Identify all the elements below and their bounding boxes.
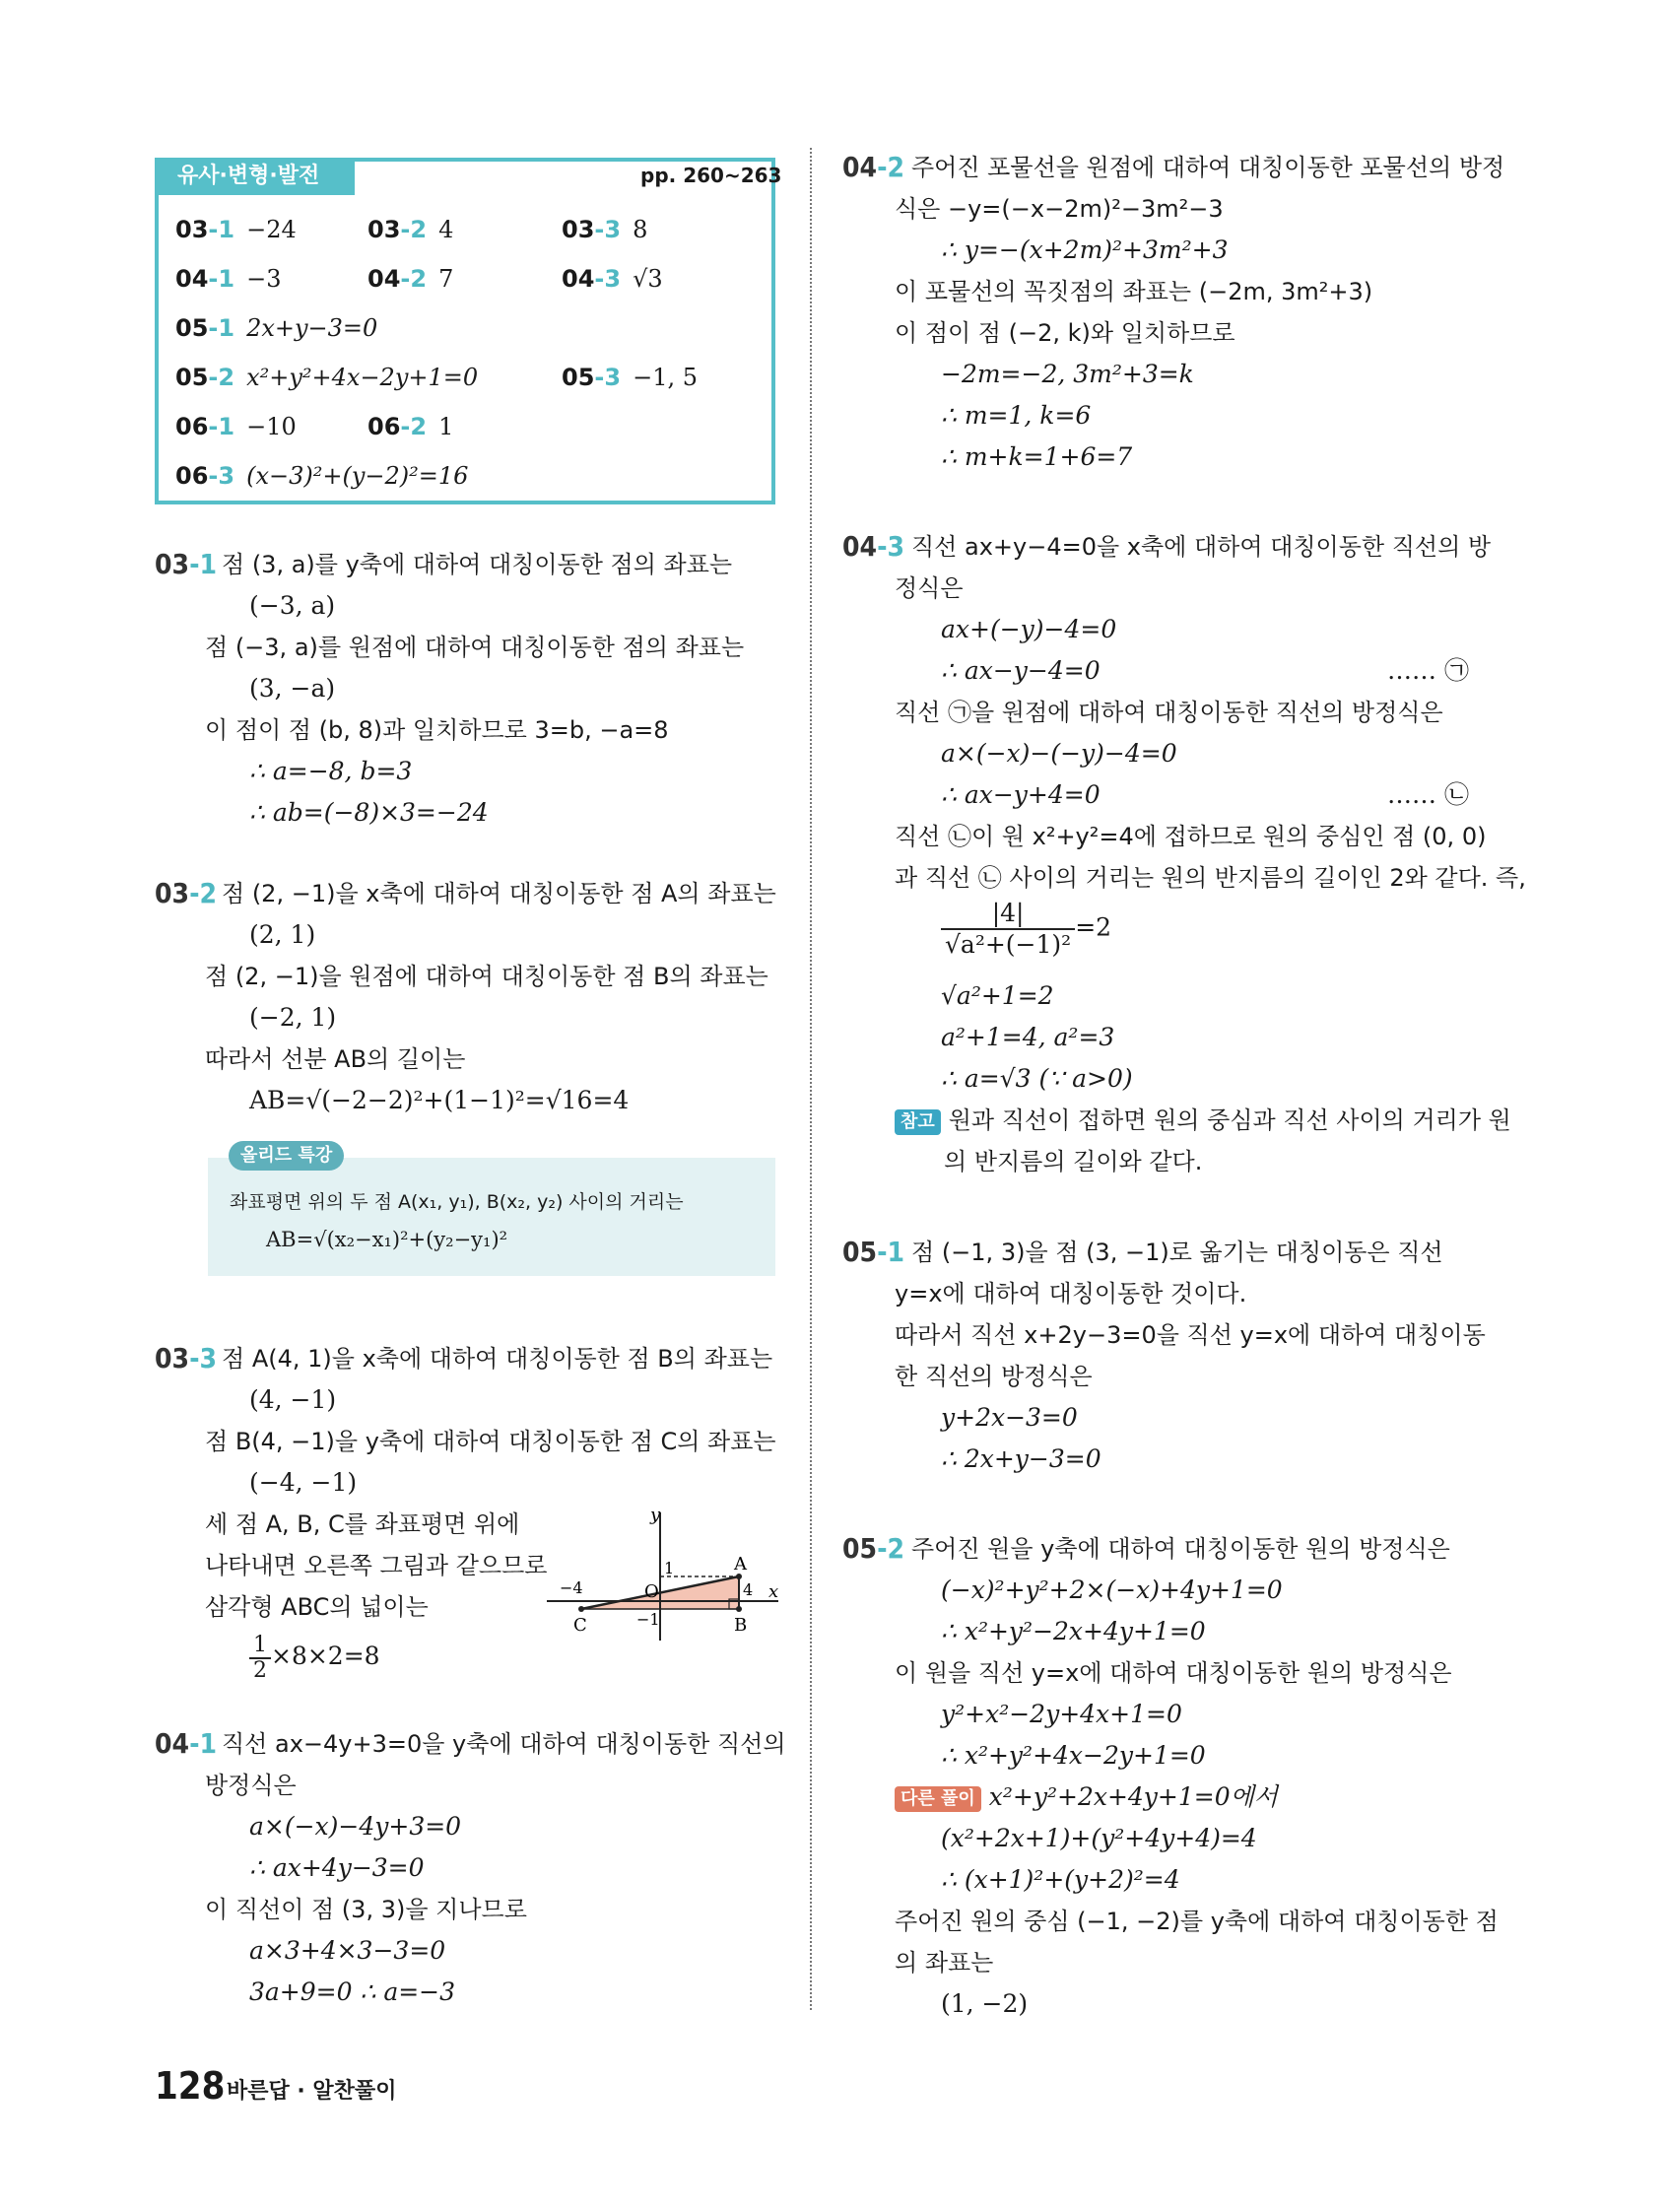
problem-number: 04-2	[842, 151, 905, 183]
answer-item: 06-2 1	[367, 413, 454, 440]
solution-line: √a²+1=2	[941, 981, 1054, 1010]
solution-line: 점 (3, a)를 y축에 대하여 대칭이동한 점의 좌표는	[222, 551, 733, 578]
solution-line: ∴ 2x+y−3=0	[941, 1444, 1101, 1473]
page-number: 128	[155, 2064, 226, 2108]
answer-item: 03-1 −24	[175, 216, 297, 243]
solution-line: 직선 ax+y−4=0을 x축에 대하여 대칭이동한 직선의 방	[911, 533, 1492, 561]
solution-line: (2, 1)	[249, 920, 316, 949]
solution-line: ∴ ax−y+4=0	[941, 780, 1101, 809]
graph-label-origin: O	[644, 1581, 659, 1602]
solution-line: 방정식은	[205, 1772, 297, 1799]
solution-line: (−3, a)	[249, 591, 336, 620]
coordinate-graph	[542, 1503, 788, 1641]
solution-line: 점 (−1, 3)을 점 (3, −1)로 옮기는 대칭이동은 직선	[911, 1239, 1443, 1266]
note-line: 의 반지름의 길이와 같다.	[944, 1148, 1203, 1175]
solution-line: 점 B(4, −1)을 y축에 대하여 대칭이동한 점 C의 좌표는	[205, 1428, 776, 1455]
solution-line: ∴ m+k=1+6=7	[941, 442, 1133, 471]
solution-line: ∴ a=−8, b=3	[249, 757, 413, 785]
graph-label-a: A	[734, 1554, 747, 1575]
solution-line: y²+x²−2y+4x+1=0	[941, 1700, 1182, 1728]
solution-line: (−x)²+y²+2×(−x)+4y+1=0	[941, 1575, 1283, 1604]
solution-line: 삼각형 ABC의 넓이는	[205, 1593, 429, 1621]
graph-label-b: B	[734, 1615, 748, 1636]
solution-line: 직선 ax−4y+3=0을 y축에 대하여 대칭이동한 직선의	[222, 1730, 786, 1758]
answer-item: 04-2 7	[367, 265, 454, 293]
problem-number: 03-2	[155, 877, 218, 909]
solution-line: 이 점이 점 (b, 8)과 일치하므로 3=b, −a=8	[205, 716, 669, 744]
solution-line: 세 점 A, B, C를 좌표평면 위에	[205, 1510, 520, 1538]
problem-number: 03-1	[155, 548, 218, 580]
solution-line: 정식은	[895, 574, 964, 602]
equation-marker: …… ㉡	[1387, 780, 1469, 809]
solution-line: (−4, −1)	[249, 1468, 358, 1497]
graph-tick-m1: −1	[636, 1610, 660, 1629]
solution-line: 나타내면 오른쪽 그림과 같으므로	[205, 1552, 548, 1579]
solution-line: $\frac{1}{2}$ ×8×2=8	[249, 1632, 380, 1683]
solution-line: (4, −1)	[249, 1385, 337, 1414]
solution-line: 의 좌표는	[895, 1949, 994, 1977]
solution-line: ∴ ab=(−8)×3=−24	[249, 798, 489, 827]
solution-line: (−2, 1)	[249, 1003, 337, 1032]
solution-line: 식은 −y=(−x−2m)²−3m²−3	[895, 195, 1224, 223]
answer-item: 06-1 −10	[175, 413, 297, 440]
graph-label-x: x	[768, 1581, 779, 1602]
solution-line: ∴ m=1, k=6	[941, 401, 1092, 430]
answer-item: 06-3 (x−3)²+(y−2)²=16	[175, 462, 469, 490]
solution-line: 이 포물선의 꼭짓점의 좌표는 (−2m, 3m²+3)	[895, 278, 1373, 305]
solution-line: 주어진 원을 y축에 대하여 대칭이동한 원의 방정식은	[911, 1535, 1450, 1563]
graph-label-c: C	[573, 1615, 587, 1636]
solution-line: −2m=−2, 3m²+3=k	[941, 360, 1194, 388]
solution-line: 따라서 선분 AB의 길이는	[205, 1045, 466, 1073]
problem-number: 03-3	[155, 1342, 218, 1374]
answer-item: 05-1 2x+y−3=0	[175, 314, 378, 342]
solution-line: 과 직선 ㉡ 사이의 거리는 원의 반지름의 길이인 2와 같다. 즉,	[895, 864, 1526, 892]
graph-tick-4: 4	[743, 1580, 754, 1599]
solution-line: a×(−x)−4y+3=0	[249, 1812, 462, 1841]
problem-number: 05-1	[842, 1236, 905, 1268]
tip-line: 좌표평면 위의 두 점 A(x₁, y₁), B(x₂, y₂) 사이의 거리는	[230, 1191, 684, 1213]
note-line: 참고 원과 직선이 접하면 원의 중심과 직선 사이의 거리가 원	[895, 1106, 1511, 1135]
solution-line: 직선 ㉠을 원점에 대하여 대칭이동한 직선의 방정식은	[895, 699, 1443, 726]
solution-line: 이 직선이 점 (3, 3)을 지나므로	[205, 1896, 527, 1923]
problem-number: 04-1	[155, 1727, 218, 1760]
answer-box-title: 유사·변형·발전	[158, 158, 355, 195]
solution-line: 주어진 원의 중심 (−1, −2)를 y축에 대하여 대칭이동한 점	[895, 1908, 1499, 1935]
tip-box	[208, 1158, 775, 1276]
solution-line: (3, −a)	[249, 674, 336, 703]
solution-line: ∴ ax−y−4=0	[941, 656, 1101, 685]
solution-line: 주어진 포물선을 원점에 대하여 대칭이동한 포물선의 방정	[911, 154, 1505, 181]
solution-line: a×3+4×3−3=0	[249, 1936, 446, 1965]
solution-line: y=x에 대하여 대칭이동한 것이다.	[895, 1280, 1247, 1307]
solution-line: 점 (−3, a)를 원점에 대하여 대칭이동한 점의 좌표는	[205, 634, 745, 661]
solution-line: 점 (2, −1)을 원점에 대하여 대칭이동한 점 B의 좌표는	[205, 963, 768, 990]
alt-solution-line: 다른 풀이 x²+y²+2x+4y+1=0에서	[895, 1782, 1278, 1812]
answer-item: 05-3 −1, 5	[562, 364, 698, 391]
graph-tick-m4: −4	[560, 1578, 583, 1597]
answer-item: 03-3 8	[562, 216, 648, 243]
solution-line: ∴ (x+1)²+(y+2)²=4	[941, 1865, 1180, 1894]
equation-marker: …… ㉠	[1387, 656, 1469, 685]
note-badge: 참고	[895, 1109, 941, 1135]
alt-badge: 다른 풀이	[895, 1786, 981, 1812]
problem-number: 05-2	[842, 1532, 905, 1565]
answer-box-pages: pp. 260~263	[640, 164, 782, 187]
solution-line: ∴ ax+4y−3=0	[249, 1853, 425, 1882]
solution-line: AB=√(−2−2)²+(1−1)²=√16=4	[249, 1086, 630, 1114]
solution-line: 3a+9=0 ∴ a=−3	[249, 1977, 456, 2006]
solution-line: ∴ x²+y²−2x+4y+1=0	[941, 1617, 1206, 1645]
solution-line: ∴ a=√3 (∵ a>0)	[941, 1064, 1133, 1093]
answer-item: 04-1 −3	[175, 265, 282, 293]
solution-line: (x²+2x+1)+(y²+4y+4)=4	[941, 1824, 1257, 1852]
solution-line: a²+1=4, a²=3	[941, 1023, 1115, 1051]
tip-line: AB=√(x₂−x₁)²+(y₂−y₁)²	[266, 1228, 508, 1251]
solution-line: ∴ y=−(x+2m)²+3m²+3	[941, 235, 1229, 264]
graph-label-y: y	[650, 1505, 661, 1525]
graph-tick-1: 1	[664, 1559, 675, 1577]
solution-line: 이 원을 직선 y=x에 대하여 대칭이동한 원의 방정식은	[895, 1659, 1452, 1687]
solution-line: ax+(−y)−4=0	[941, 615, 1117, 643]
problem-number: 04-3	[842, 530, 905, 563]
footer-label: 바른답 · 알찬풀이	[227, 2079, 397, 2104]
solution-line: 점 A(4, 1)을 x축에 대하여 대칭이동한 점 B의 좌표는	[222, 1345, 773, 1373]
solution-line: 따라서 직선 x+2y−3=0을 직선 y=x에 대하여 대칭이동	[895, 1321, 1486, 1349]
solution-line: 직선 ㉡이 원 x²+y²=4에 접하므로 원의 중심인 점 (0, 0)	[895, 823, 1487, 850]
solution-line: 이 점이 점 (−2, k)와 일치하므로	[895, 319, 1235, 347]
solution-line: $\frac{|4|}{\text{√a²+(−1)²}}$ =2	[941, 899, 1111, 960]
solution-line: y+2x−3=0	[941, 1403, 1078, 1432]
solution-line: ∴ x²+y²+4x−2y+1=0	[941, 1741, 1206, 1770]
answer-item: 05-2 x²+y²+4x−2y+1=0	[175, 364, 479, 391]
solution-line: (1, −2)	[941, 1989, 1029, 2018]
solution-line: 한 직선의 방정식은	[895, 1363, 1093, 1390]
answer-item: 04-3 √3	[562, 265, 663, 293]
solution-line: a×(−x)−(−y)−4=0	[941, 739, 1177, 768]
solution-line: 점 (2, −1)을 x축에 대하여 대칭이동한 점 A의 좌표는	[222, 880, 776, 907]
column-divider	[810, 148, 812, 2010]
answer-item: 03-2 4	[367, 216, 454, 243]
tip-badge: 올리드 특강	[229, 1141, 344, 1171]
